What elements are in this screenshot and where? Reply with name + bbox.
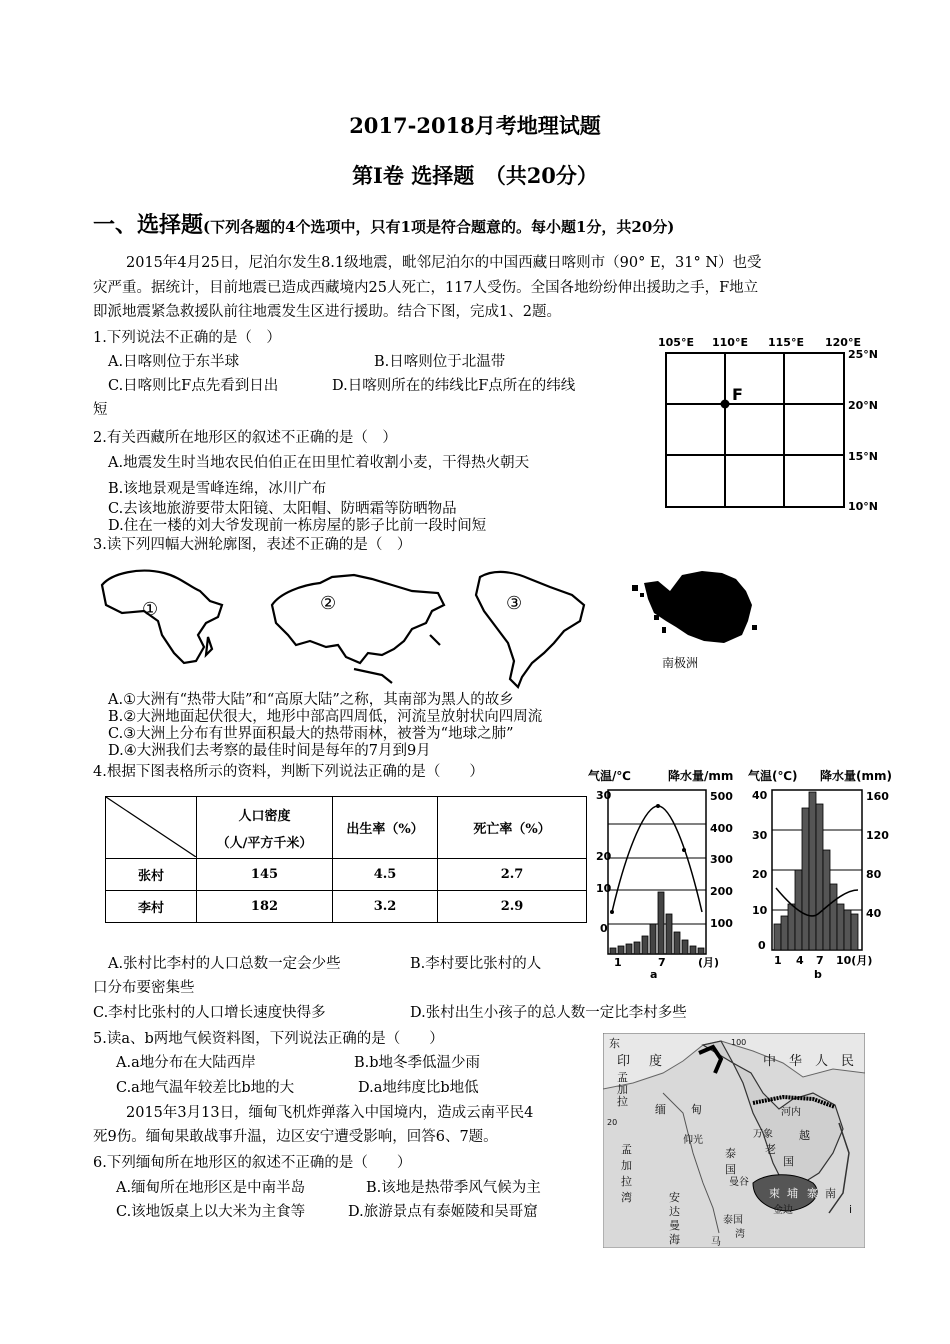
map-label: 人	[815, 1054, 829, 1069]
map-label: 万象	[753, 1129, 773, 1140]
chart-b-left-tick: 20	[752, 868, 768, 881]
map-label: 马	[711, 1237, 721, 1248]
antarctica-shape	[632, 571, 757, 643]
map-label: 华	[789, 1054, 803, 1069]
table-row	[106, 891, 587, 923]
map-label: 仰光	[683, 1135, 703, 1146]
q6-option-b: B.该地是热带季风气候为主	[366, 1180, 541, 1196]
map-label: 印	[617, 1054, 631, 1069]
chart-a-precip-label: 降水量/mm	[668, 769, 734, 783]
map-label: 曼谷	[729, 1177, 749, 1188]
map-label: 20	[607, 1118, 618, 1127]
q1-option-d-cont: 短	[93, 402, 108, 418]
lon-label-110: 110°E	[712, 336, 748, 349]
map-label: 老	[765, 1143, 776, 1156]
continent-label-2: ②	[320, 593, 337, 614]
header-density-line2: （人/平方千米）	[216, 835, 313, 851]
chart-a-temp-line	[612, 806, 702, 912]
map-label: 国	[725, 1163, 736, 1176]
chart-a-left-tick: 30	[596, 789, 612, 802]
table-cell: 2.7	[438, 859, 587, 891]
q2-stem: 2.有关西藏所在地形区的叙述不正确的是（ ）	[93, 430, 397, 446]
chart-a-x-tick: 7	[658, 956, 666, 969]
chart-a-left-tick: 0	[600, 922, 608, 935]
map-label: 东	[609, 1037, 620, 1050]
section-heading-text: 一、选择题	[93, 212, 204, 238]
climate-chart-b	[748, 764, 898, 984]
q5-option-a: A.a地分布在大陆西岸	[116, 1055, 256, 1071]
q2-option-d: D.住在一楼的刘大爷发现前一栋房屋的影子比前一段时间短	[108, 518, 487, 534]
table-corner-cell	[106, 797, 197, 859]
point-f-marker	[721, 400, 730, 409]
chart-a-x-tick: (月)	[698, 956, 720, 969]
table-header-death-rate: 死亡率（%）	[438, 797, 587, 859]
table-cell: 张村	[106, 859, 197, 891]
q3-option-c: C.③大洲上分布有世界面积最大的热带雨林，被誉为“地球之肺”	[108, 726, 514, 742]
q4-option-c: C.李村比张村的人口增长速度快得多	[93, 1005, 326, 1021]
chart-a-right-tick: 500	[710, 790, 733, 803]
map-label: 缅	[655, 1103, 666, 1116]
map-label: 中	[763, 1054, 777, 1069]
section-instruction: (下列各题的4个选项中，只有1项是符合题意的。每小题1分，共20分)	[203, 218, 675, 236]
map-label: 泰国	[723, 1215, 743, 1226]
chart-b-left-tick: 40	[752, 789, 768, 802]
q5-option-c: C.a地气温年较差比b地的大	[116, 1080, 295, 1096]
population-table	[105, 796, 587, 923]
map-label: 河内	[781, 1107, 801, 1118]
chart-a-right-tick: 100	[710, 917, 733, 930]
lat-label-10: 10°N	[848, 500, 879, 513]
lon-label-105: 105°E	[658, 336, 694, 349]
passage1-line2: 灾严重。据统计，目前地震已造成西藏境内25人死亡，117人受伤。全国各地纷纷伸出援助之手，F地立	[93, 280, 759, 296]
asia-outline	[272, 575, 444, 683]
map-label: 海	[669, 1233, 680, 1246]
table-cell: 182	[197, 891, 333, 923]
chart-b-right-tick: 40	[866, 907, 882, 920]
table-cell: 145	[197, 859, 333, 891]
passage2-line1: 2015年3月13日，缅甸飞机炸弹落入中国境内，造成云南平民4	[126, 1105, 534, 1121]
map-label: 湾	[735, 1229, 745, 1240]
map-label: 柬	[769, 1187, 780, 1200]
map-label: 度	[649, 1054, 663, 1069]
chart-b-left-tick: 10	[752, 904, 768, 917]
chart-a-left-tick: 10	[596, 882, 612, 895]
map-label: 拉	[621, 1175, 632, 1188]
chart-a-x-tick: 1	[614, 956, 622, 969]
map-label: 国	[783, 1155, 794, 1168]
section-subtitle: 第Ⅰ卷 选择题 （共20分）	[352, 163, 598, 188]
q4-option-d: D.张村出生小孩子的总人数一定比李村多些	[410, 1005, 687, 1021]
lat-lon-grid-map	[650, 330, 890, 520]
chart-a-right-tick: 200	[710, 885, 733, 898]
q3-option-a: A.①大洲有“热带大陆”和“高原大陆”之称，其南部为黑人的故乡	[108, 692, 514, 708]
q3-option-b: B.②大洲地面起伏很大，地形中部高四周低，河流呈放射状向四周流	[108, 709, 543, 725]
q4-stem: 4.根据下图表格所示的资料，判断下列说法正确的是（ ）	[93, 764, 484, 780]
map-label: 达	[669, 1205, 680, 1218]
chart-b-x-tick: 4	[796, 954, 804, 967]
q2-option-b: B.该地景观是雪峰连绵，冰川广布	[108, 481, 327, 497]
map-label: i	[849, 1203, 853, 1216]
table-header-density	[197, 797, 333, 859]
q2-option-a: A.地震发生时当地农民伯伯正在田里忙着收割小麦，干得热火朝天	[108, 455, 530, 471]
chart-b-x-tick: 7	[816, 954, 824, 967]
q5-stem: 5.读a、b两地气候资料图，下列说法正确的是（ ）	[93, 1031, 444, 1047]
chart-b-left-tick: 0	[758, 939, 766, 952]
continent-outlines	[92, 565, 772, 695]
map-label: 拉	[617, 1095, 628, 1108]
lat-label-15: 15°N	[848, 450, 879, 463]
q4-option-b: B.李村要比张村的人	[410, 956, 542, 972]
map-label: 曼	[669, 1219, 680, 1232]
chart-a-left-tick: 20	[596, 850, 612, 863]
antarctica-label: 南极洲	[662, 656, 699, 670]
table-cell: 3.2	[333, 891, 438, 923]
map-label: 越	[799, 1129, 810, 1142]
passage1-line1: 2015年4月25日，尼泊尔发生8.1级地震，毗邻尼泊尔的中国西藏日喀则市（90° E，31° N）也受	[126, 255, 762, 271]
passage2-line2: 死9伤。缅甸果敢战事升温，边区安宁遭受影响，回答6、7题。	[93, 1129, 498, 1145]
table-cell: 4.5	[333, 859, 438, 891]
q1-option-b: B.日喀则位于北温带	[374, 354, 506, 370]
chart-b-right-tick: 120	[866, 829, 889, 842]
continent-label-1: ①	[142, 599, 159, 620]
chart-b-name: b	[814, 968, 822, 981]
q6-option-d: D.旅游景点有泰姬陵和吴哥窟	[348, 1204, 538, 1220]
passage1-line3: 即派地震紧急救援队前往地震发生区进行援助。结合下图，完成1、2题。	[93, 304, 561, 320]
map-label: 寨	[807, 1187, 818, 1200]
section-heading	[93, 208, 674, 239]
africa-outline	[102, 571, 222, 663]
q4-option-a: A.张村比李村的人口总数一定会少些	[108, 956, 341, 972]
chart-b-x-tick: 1	[774, 954, 782, 967]
q6-stem: 6.下列缅甸所在地形区的叙述不正确的是（ ）	[93, 1155, 412, 1171]
chart-b-x-tick: 10(月)	[836, 954, 873, 967]
map-label: 甸	[691, 1103, 702, 1116]
q5-option-b: B.b地冬季低温少雨	[354, 1055, 481, 1071]
table-header-birth-rate: 出生率（%）	[333, 797, 438, 859]
chart-a-right-tick: 300	[710, 853, 733, 866]
chart-b-right-tick: 80	[866, 868, 882, 881]
map-label: 孟	[617, 1071, 628, 1084]
grid-lines	[666, 353, 844, 507]
continent-label-3: ③	[506, 593, 523, 614]
chart-b-left-tick: 30	[752, 829, 768, 842]
map-label: 民	[841, 1054, 855, 1069]
map-label: 金边	[773, 1205, 793, 1216]
q6-option-c: C.该地饭桌上以大米为主食等	[116, 1204, 306, 1220]
chart-a-right-tick: 400	[710, 822, 733, 835]
map-label: 安	[669, 1191, 680, 1204]
map-label: 孟	[621, 1143, 632, 1156]
map-label: 湾	[621, 1191, 632, 1204]
q1-option-a: A.日喀则位于东半球	[108, 354, 240, 370]
header-density-line1: 人口密度	[238, 808, 291, 824]
q1-option-c: C.日喀则比F点先看到日出	[108, 378, 279, 394]
map-label: 100	[731, 1038, 747, 1047]
q1-option-d: D.日喀则所在的纬线比F点所在的纬线	[332, 378, 576, 394]
lon-label-115: 115°E	[768, 336, 804, 349]
lat-label-25: 25°N	[848, 348, 879, 361]
q1-stem: 1.下列说法不正确的是（ ）	[93, 330, 281, 346]
map-label: 埔	[787, 1187, 798, 1200]
point-f-label: F	[732, 385, 743, 404]
chart-b-temp-label: 气温(℃)	[748, 769, 798, 783]
q2-option-c: C.去该地旅游要带太阳镜、太阳帽、防晒霜等防晒物品	[108, 501, 457, 517]
chart-a-name: a	[650, 968, 658, 981]
table-row	[106, 859, 587, 891]
chart-a-precip-bars	[610, 892, 704, 954]
lat-label-20: 20°N	[848, 399, 879, 412]
southeast-asia-map	[603, 1033, 865, 1248]
q3-option-d: D.④大洲我们去考察的最佳时间是每年的7月到9月	[108, 743, 431, 759]
chart-b-precip-label: 降水量(mm)	[820, 769, 892, 783]
chart-a-temp-label: 气温/℃	[588, 769, 631, 783]
map-label: 加	[617, 1083, 628, 1096]
chart-b-right-tick: 160	[866, 790, 889, 803]
map-label: 加	[621, 1159, 632, 1172]
table-cell: 2.9	[438, 891, 587, 923]
climate-chart-a	[588, 764, 748, 984]
map-label: 南	[825, 1187, 836, 1200]
q6-option-a: A.缅甸所在地形区是中南半岛	[116, 1180, 306, 1196]
south-america-outline	[476, 572, 584, 687]
page-title: 2017-2018月考地理试题	[349, 113, 601, 138]
lon-label-120: 120°E	[825, 336, 861, 349]
map-label: 泰	[725, 1147, 736, 1160]
table-cell: 李村	[106, 891, 197, 923]
q3-stem: 3.读下列四幅大洲轮廓图，表述不正确的是（ ）	[93, 537, 412, 553]
chart-b-precip-bars	[774, 792, 858, 950]
q5-option-d: D.a地纬度比b地低	[358, 1080, 479, 1096]
q4-option-b-cont: 口分布要密集些	[93, 980, 195, 996]
